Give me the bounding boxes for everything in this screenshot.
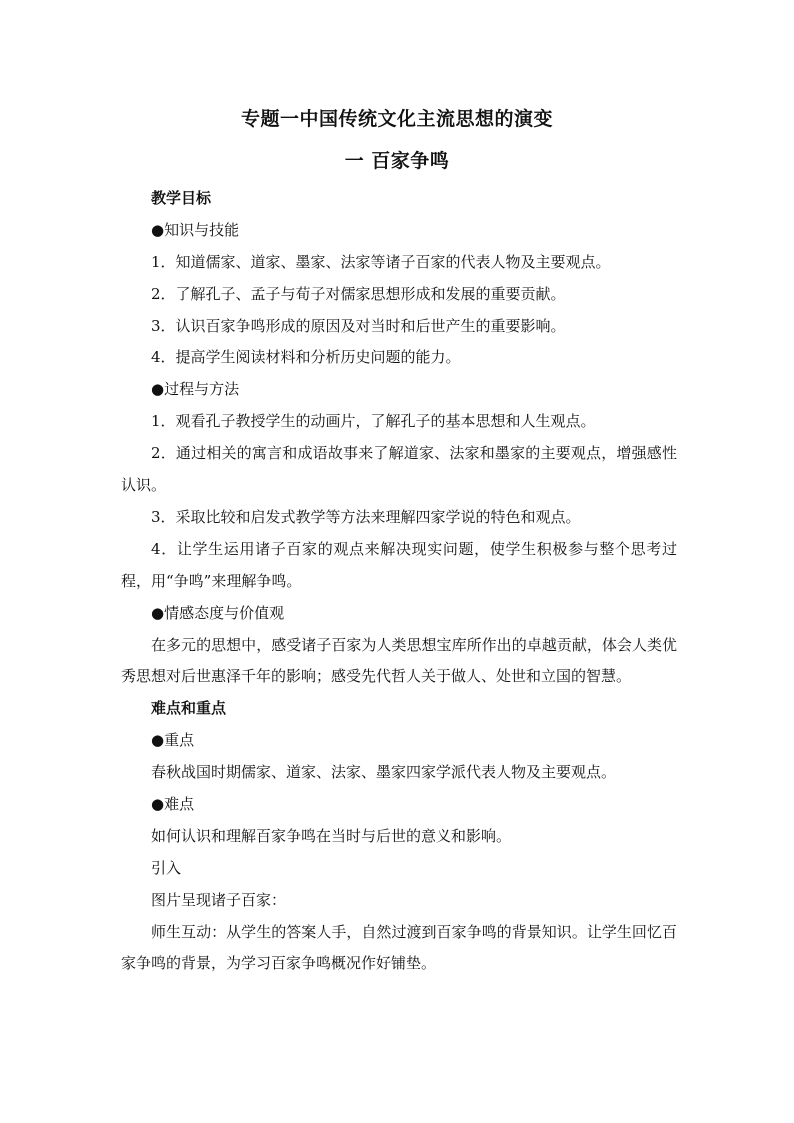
knowledge-item: 4．提高学生阅读材料和分析历史问题的能力。	[151, 348, 461, 367]
attitude-heading: ●情感态度与价值观	[151, 603, 285, 622]
document-body	[121, 183, 677, 980]
goals-heading: 教学目标	[151, 189, 212, 207]
attitude-text: 在多元的思想中，感受诸子百家为人类思想宝库所作出的卓越贡献，体会人类优秀思想对后世惠泽千年的影响；感受先代哲人关于做人、处世和立国的智慧。	[121, 635, 677, 686]
difficulty-heading: ●难点	[151, 795, 195, 814]
difficulty-text: 如何认识和理解百家争鸣在当时与后世的意义和影响。	[151, 826, 512, 845]
interaction-text: 师生互动：从学生的答案人手，自然过渡到百家争鸣的背景知识。让学生回忆百家争鸣的背景，为学习百家争鸣概况作好铺垫。	[121, 922, 677, 973]
document-title: 专题一中国传统文化主流思想的演变	[240, 108, 553, 130]
knowledge-item: 1．知道儒家、道家、墨家、法家等诸子百家的代表人物及主要观点。	[151, 252, 611, 271]
focus-heading: ●重点	[151, 731, 195, 750]
knowledge-heading: ●知识与技能	[151, 220, 240, 239]
focus-text: 春秋战国时期儒家、道家、法家、墨家四家学派代表人物及主要观点。	[151, 763, 617, 782]
intro-heading: 引入	[151, 858, 182, 877]
process-item: 2．通过相关的寓言和成语故事来了解道家、法家和墨家的主要观点，增强感性认识。	[121, 444, 677, 495]
key-heading: 难点和重点	[151, 699, 227, 718]
knowledge-item: 2．了解孔子、孟子与荀子对儒家思想形成和发展的重要贡献。	[151, 284, 566, 303]
intro-picture-caption: 图片呈现诸子百家：	[151, 890, 287, 909]
knowledge-item: 3．认识百家争鸣形成的原因及对当时和后世产生的重要影响。	[151, 316, 566, 335]
process-item: 1．观看孔子教授学生的动画片，了解孔子的基本思想和人生观点。	[151, 412, 596, 431]
document-subtitle: 一 百家争鸣	[344, 150, 450, 172]
process-item: 4．让学生运用诸子百家的观点来解决现实问题，使学生积极参与整个思考过程，用“争鸣”来理解争鸣。	[121, 539, 677, 590]
process-item: 3．采取比较和启发式教学等方法来理解四家学说的特色和观点。	[151, 507, 581, 526]
process-heading: ●过程与方法	[151, 380, 240, 399]
